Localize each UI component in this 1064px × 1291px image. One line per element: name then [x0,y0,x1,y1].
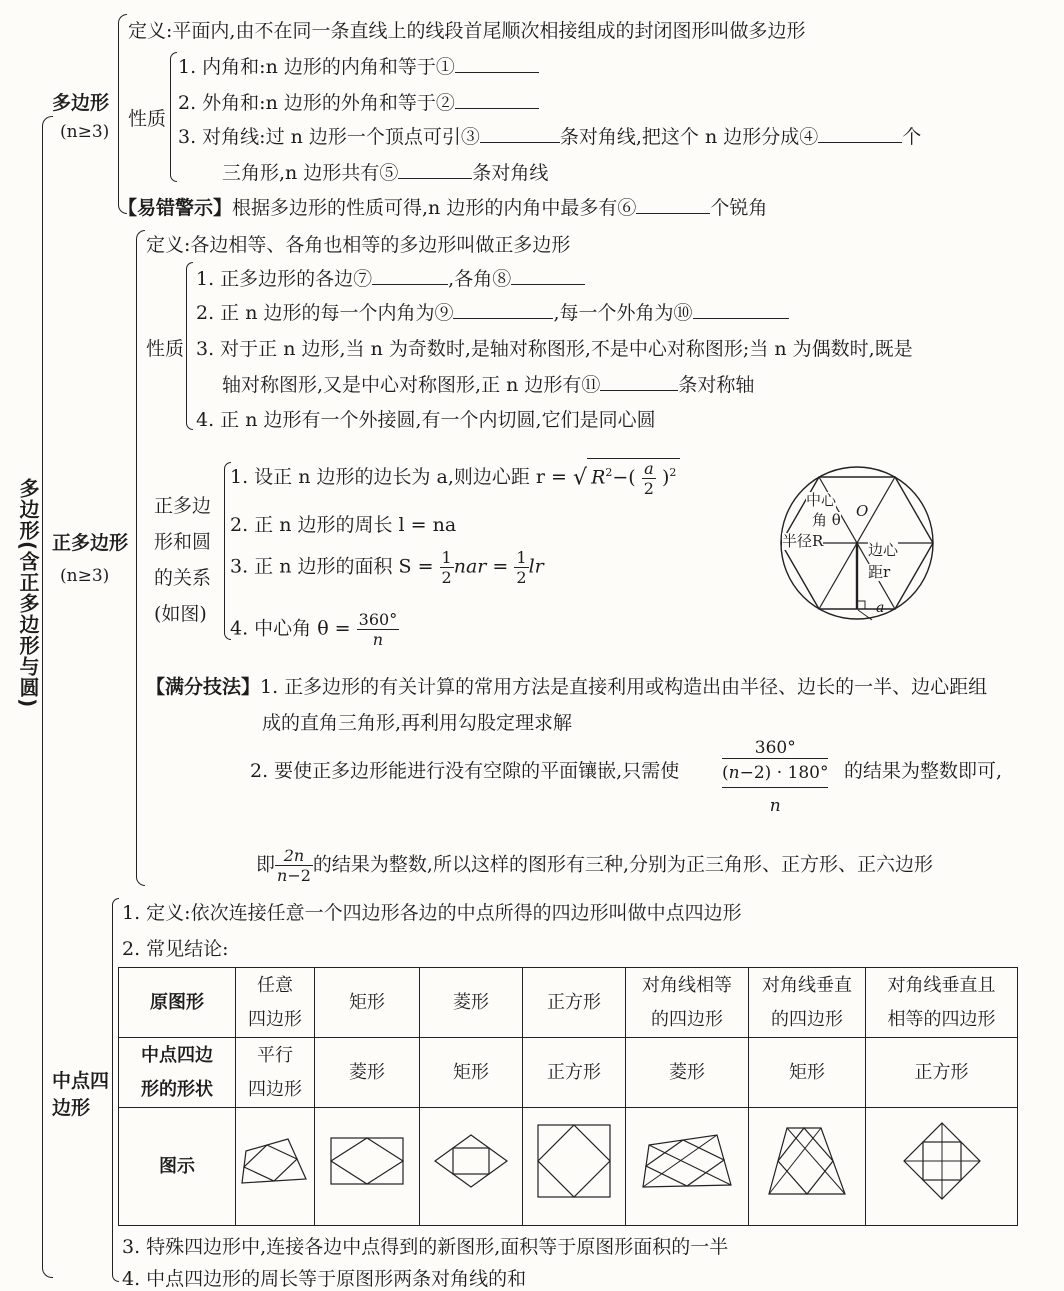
frac-a-2 [642,459,656,498]
tip-3a: 即 [256,853,276,876]
tip-label: 【满分技法】 [146,676,261,698]
table-cell: 正方形 [866,1038,1018,1108]
figure-square [534,1121,614,1201]
figure-any-quad [240,1131,310,1191]
answer-blank-11[interactable] [600,390,678,391]
tip-1a: 1. 正多边形的有关计算的常用方法是直接利用或构造出由半径、边长的一半、边心距组 [260,676,988,698]
table-cell: 任意 四边形 [236,968,315,1038]
regular-definition: 定义:各边相等、各角也相等的多边形叫做正多边形 [146,234,571,256]
table-cell: 矩形 [420,1038,523,1108]
polygon-p3 [178,122,921,149]
tip-2a: 2. 要使正多边形能进行没有空隙的平面镶嵌,只需使 [250,760,680,782]
var-R: R [591,466,606,489]
polygon-p3b: 条对角线,把这个 n 边形分成④ [559,126,819,148]
regular-p1b: ,各角⑧ [448,268,512,290]
table-header-shape: 中点四边 形的形状 [119,1038,236,1108]
warning-text-end: 个锐角 [710,197,768,219]
answer-blank-7[interactable] [372,284,448,285]
fig-angle: 角 θ [812,511,841,529]
fig-radius: 半径R [782,532,824,550]
regular-p3a: 3. 对于正 n 边形,当 n 为奇数时,是轴对称图形,不是中心对称图形;当 n 为偶数时,既是 [196,338,913,360]
regular-p1a: 1. 正多边形的各边⑦ [196,268,373,290]
tip-1 [146,672,987,699]
tip-2b: 的结果为整数即可, [844,760,1003,782]
figure-cell [236,1108,315,1226]
table-cell: 菱形 [420,968,523,1038]
regular-brace [136,230,145,886]
regular-p4: 4. 正 n 边形有一个外接圆,有一个内切圆,它们是同心圆 [196,409,656,431]
table-header-figure: 图示 [119,1108,236,1226]
table-cell: 正方形 [523,968,626,1038]
answer-blank-4[interactable] [818,142,902,143]
table-header-original: 原图形 [119,968,236,1038]
answer-blank-5[interactable] [398,178,472,179]
warning-label: 【易错警示】 [118,197,233,219]
figure-perpendicular-diagonals [765,1124,849,1198]
midpoint-conclusion: 2. 常见结论: [122,938,229,960]
figure-cell [523,1108,626,1226]
answer-blank-6[interactable] [636,213,710,214]
table-row [119,1038,1018,1108]
polygon-warning [118,193,767,220]
figure-rhombus [431,1131,511,1191]
frac-a: a [642,459,656,479]
fig-o: O [856,502,869,520]
regular-p2 [196,298,789,325]
figure-cell [866,1108,1018,1226]
relation-r2: 2. 正 n 边形的周长 l = na [230,514,457,536]
figure-cell [315,1108,420,1226]
figure-perp-equal-diagonals [900,1119,984,1203]
midpoint-p3: 3. 特殊四边形中,连接各边中点得到的新图形,面积等于原图形面积的一半 [122,1236,729,1258]
relation-r1 [230,458,680,498]
frac-half-1: $\frac{1}{2}$ [441,548,452,587]
relation-label [154,488,211,632]
regular-p2a: 2. 正 n 边形的每一个内角为⑨ [196,302,454,324]
fig-apothem-1: 边心 [868,541,899,559]
relation-r3: 3. 正 n 边形的面积 S = $\frac{1}{2}$ nar = $\frac{1}{2}$ lr [230,548,544,587]
fig-center-angle: 中心 [806,491,837,509]
midpoint-definition: 1. 定义:依次连接任意一个四边形各边的中点所得的四边形叫做中点四边形 [122,902,742,924]
polygon-p3e: 条对角线 [472,162,549,184]
polygon-p3a: 3. 对角线:过 n 边形一个顶点可引③ [178,126,480,148]
relation-r4 [230,610,399,649]
midpoint-heading: 中点四 边形 [52,1070,110,1119]
answer-blank-8[interactable] [511,284,585,285]
frac-2: 2 [643,479,654,498]
polygon-p3c: 个 [902,126,922,148]
table-cell: 菱形 [315,1038,420,1108]
table-cell: 对角线相等 的四边形 [626,968,749,1038]
answer-blank-1[interactable] [455,72,539,73]
relation-r4-text: 4. 中心角 θ = [230,617,351,640]
polygon-p2-text: 2. 外角和:n 边形的外角和等于② [178,92,455,114]
tip-1b: 成的直角三角形,再利用勾股定理求解 [262,712,573,734]
regular-heading: 正多边形 [52,532,129,554]
figure-cell [626,1108,749,1226]
relation-label-2: 形和圆 [154,531,212,553]
figure-cell [749,1108,866,1226]
table-row [119,1108,1018,1226]
regular-condition: (n≥3) [60,566,110,586]
polygon-definition: 定义:平面内,由不在同一条直线上的线段首尾顺次相接组成的封闭图形叫做多边形 [128,20,806,42]
table-cell: 平行 四边形 [236,1038,315,1108]
midpoint-table [118,967,1018,1226]
polygon-brace [118,14,127,214]
figure-cell [420,1108,523,1226]
answer-blank-3[interactable] [480,142,560,143]
fig-apothem-2: 距r [868,563,891,581]
tip-2-fraction: 360° (n−2) · 180° n [722,738,829,816]
answer-blank-10[interactable] [693,318,789,319]
table-cell: 正方形 [523,1038,626,1108]
right-angle-mark [857,601,865,609]
polygon-p3-cont [222,158,548,185]
regular-p3c: 条对称轴 [678,374,755,396]
table-cell: 菱形 [626,1038,749,1108]
answer-blank-9[interactable] [453,318,553,319]
answer-blank-2[interactable] [455,108,539,109]
warning-text: 根据多边形的性质可得,n 边形的内角中最多有⑥ [232,197,637,219]
table-row [119,968,1018,1038]
regular-property-brace [186,262,193,430]
figure-rectangle [327,1134,407,1188]
regular-property-label: 性质 [146,338,185,360]
regular-p1 [196,264,585,291]
polygon-p1-text: 1. 内角和:n 边形的内角和等于① [178,56,455,78]
polygon-p3d: 三角形,n 边形共有⑤ [222,162,399,184]
table-cell: 对角线垂直 的四边形 [749,968,866,1038]
polygon-property-brace [170,52,177,182]
frac-2n: $\frac{2n}{n-2}$ [277,846,311,885]
polygon-condition: (n≥3) [60,122,110,142]
regular-p3-cont [222,370,754,397]
polygon-property-label: 性质 [128,108,167,130]
regular-p3b: 轴对称图形,又是中心对称图形,正 n 边形有⑪ [222,374,601,396]
polygon-p1 [178,52,539,79]
sqrt-sign: √ [573,465,588,491]
frac-360-n: $\frac{360^\circ}{n}$ [358,610,398,649]
midpoint-p4: 4. 中点四边形的周长等于原图形两条对角线的和 [122,1268,527,1290]
polygon-p2 [178,88,539,115]
tip-3 [256,846,933,885]
page-title: 多边形(含正多边形与圆) [16,478,40,709]
fig-a: a [876,600,885,616]
table-cell: 对角线垂直且 相等的四边形 [866,968,1018,1038]
relation-label-1: 正多边 [154,495,212,517]
frac-half-2: $\frac{1}{2}$ [516,548,527,587]
relation-r3-text: 3. 正 n 边形的面积 S = [230,555,434,578]
tip-3b: 的结果为整数,所以这样的图形有三种,分别为正三角形、正方形、正六边形 [312,853,934,876]
regular-p2b: ,每一个外角为⑩ [553,302,693,324]
table-cell: 矩形 [315,968,420,1038]
relation-label-4: (如图) [154,603,207,625]
table-cell: 矩形 [749,1038,866,1108]
relation-label-3: 的关系 [154,567,212,589]
polygon-heading: 多边形 [52,92,110,114]
relation-r1-text: 1. 设正 n 边形的边长为 a,则边心距 r = [230,466,567,488]
figure-equal-diagonals [639,1131,735,1191]
sqrt-body: $R^2-$( $\frac{a}{2}$ )$^2$ [587,458,680,498]
